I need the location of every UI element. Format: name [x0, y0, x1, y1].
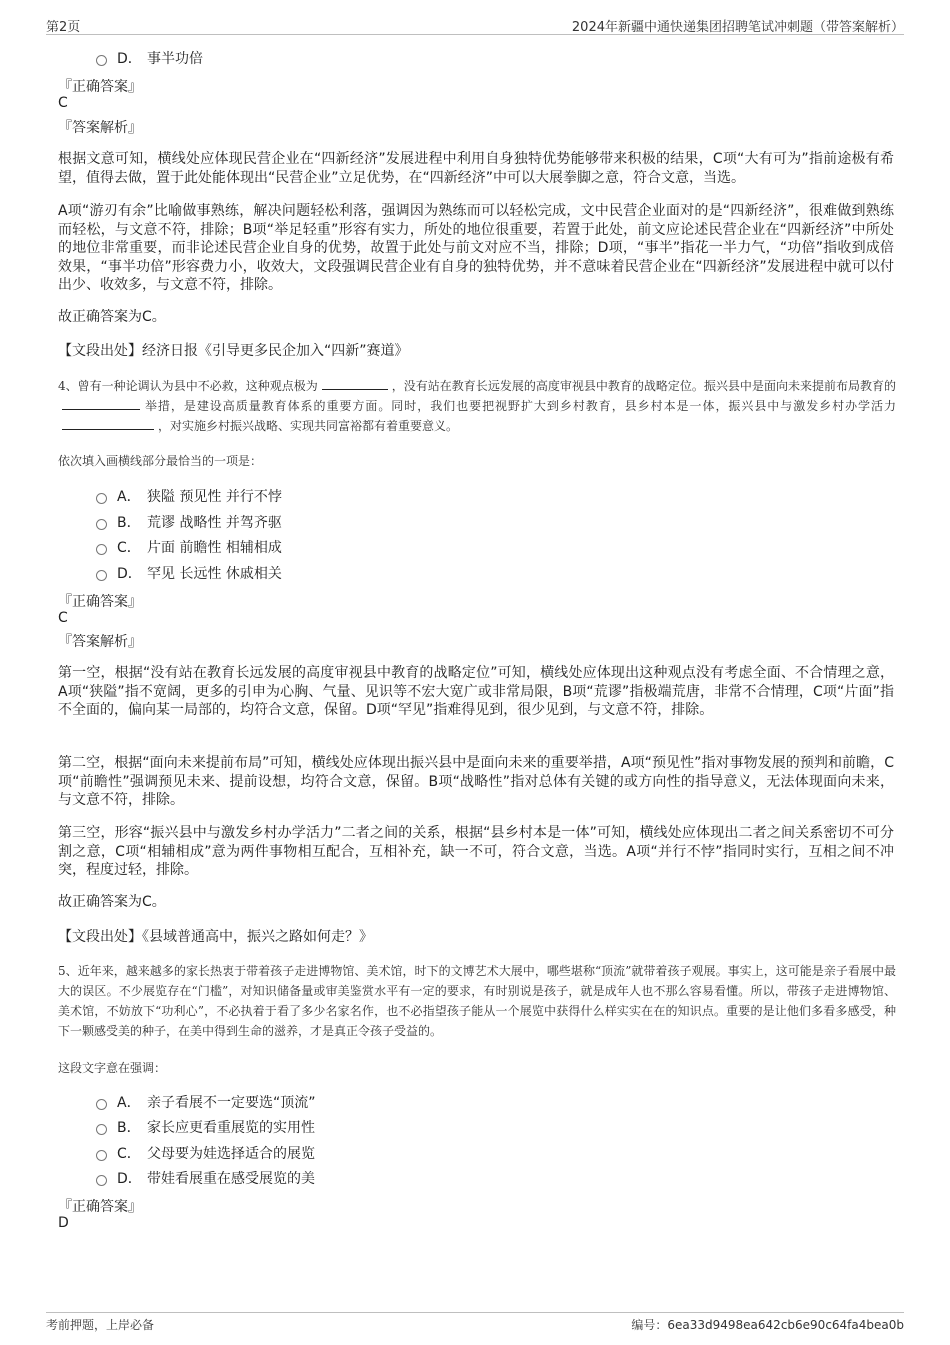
q4-instruction: 依次填入画横线部分最恰当的一项是： — [58, 454, 263, 468]
page-header — [46, 14, 904, 35]
q4-analysis-p1: 第一空，根据“没有站在教育长远发展的高度审视县中教育的战略定位”可知，横线处应体现出这种观点没有考虑全面、不合情理之意，A项“狭隘”指不宽阔，更多的引申为心胸、气量、见识等不宏大宽广或非常局限，B项“荒谬”指极端荒唐，非常不合情理，C项“片面”指不全面的，偏向某一局部的，均符合文意，保留。D项“罕见”指难得见到，很少见到，与文意不符，排除。 — [58, 665, 894, 718]
q4-stem: 4、曾有一种论调认为县中不必救，这种观点极为 ，没有站在教育长远发展的高度审视县中教育的战略定位。振兴县中是面向未来提前布局教育的举措，是建设高质量教育体系的重要方面。同时，我们也要把视野扩大到乡村教育，县乡村本是一体，振兴县中与激发乡村办学活力，对实施乡村振兴战略、实现共同富裕都有着重要意义。 — [58, 379, 896, 433]
blank-2 — [62, 397, 140, 410]
q5-answer: D — [58, 1215, 69, 1231]
q4-conclusion: 故正确答案为C。 — [58, 894, 166, 910]
q4-option-d[interactable]: D． 罕见 长远性 休戚相关 — [96, 563, 282, 583]
q5-option-b[interactable]: B． 家长应更看重展览的实用性 — [96, 1117, 315, 1137]
q3-option-d[interactable]: D． 事半功倍 — [96, 48, 203, 68]
blank-1 — [322, 377, 388, 390]
radio-icon[interactable] — [96, 1150, 107, 1161]
page-number: 第2页 — [46, 20, 81, 35]
radio-icon[interactable] — [96, 570, 107, 581]
q3-source: 【文段出处】经济日报《引导更多民企加入“四新”赛道》 — [58, 343, 409, 359]
q5-stem: 5、近年来，越来越多的家长热衷于带着孩子走进博物馆、美术馆，时下的文博艺术大展中，哪些堪称“顶流”就带着孩子观展。事实上，这可能是亲子看展中最大的误区。不少展览存在“门槛”，对知识储备量或审美鉴赏水平有一定的要求，有时别说是孩子，就是成年人也不那么容易看懂。所以，带孩子走进博物馆、美术馆，不妨放下“功利心”，不必执着于看了多少名家名作，也不必指望孩子能从一个展览中获得什么样实实在在的知识点。重要的是让他们多看多感受，种下一颗感受美的种子，在美中得到生命的滋养，才是真正令孩子受益的。 — [58, 964, 896, 1038]
q5-instruction: 这段文字意在强调： — [58, 1061, 167, 1075]
radio-icon[interactable] — [96, 1099, 107, 1110]
q3-conclusion: 故正确答案为C。 — [58, 309, 166, 325]
q3-answer-label: 『正确答案』 — [58, 79, 142, 95]
q4-source: 【文段出处】《县域普通高中，振兴之路如何走？》 — [58, 929, 373, 945]
document-title: 2024年新疆中通快递集团招聘笔试冲刺题（带答案解析） — [571, 20, 904, 35]
radio-icon[interactable] — [96, 544, 107, 555]
q4-answer: C — [58, 610, 68, 626]
radio-icon[interactable] — [96, 519, 107, 530]
q5-option-a[interactable]: A． 亲子看展不一定要选“顶流” — [96, 1092, 316, 1112]
radio-icon[interactable] — [96, 1124, 107, 1135]
q4-analysis-label: 『答案解析』 — [58, 634, 142, 650]
radio-icon[interactable] — [96, 55, 107, 66]
q5-answer-label: 『正确答案』 — [58, 1199, 142, 1215]
q5-option-d[interactable]: D． 带娃看展重在感受展览的美 — [96, 1168, 315, 1188]
q3-analysis-p2: A项“游刃有余”比喻做事熟练，解决问题轻松利落，强调因为熟练而可以轻松完成，文中民营企业面对的是“四新经济”，很难做到熟练而轻松，与文意不符，排除；B项“举足轻重”形容有实力，所处的地位很重要，若置于此处，前文应论述民营企业在“四新经济”中所处的地位非常重要，而非论述民营企业自身的优势，故置于此处与前文对应不当，排除；D项，“事半”指花一半力气，“功倍”指收到成倍效果，“事半功倍”形容费力小，收效大，文段强调民营企业有自身的独特优势，并不意味着民营企业在“四新经济”发展进程中就可以付出少、收效多，与文意不符，排除。 — [58, 203, 894, 293]
q3-analysis-p1: 根据文意可知，横线处应体现民营企业在“四新经济”发展进程中利用自身独特优势能够带来积极的结果，C项“大有可为”指前途极有希望，值得去做，置于此处能体现出“民营企业”立足优势，在“四新经济”中可以大展拳脚之意，符合文意，当选。 — [58, 151, 894, 186]
q5-option-c[interactable]: C． 父母要为娃选择适合的展览 — [96, 1143, 315, 1163]
q4-option-b[interactable]: B． 荒谬 战略性 并驾齐驱 — [96, 512, 282, 532]
page-footer — [46, 1312, 904, 1335]
footer-code: 编号：6ea33d9498ea642cb6e90c64fa4bea0b — [631, 1318, 904, 1332]
footer-slogan: 考前押题，上岸必备 — [46, 1318, 155, 1332]
q3-analysis-label: 『答案解析』 — [58, 120, 142, 136]
q4-option-a[interactable]: A． 狭隘 预见性 并行不悖 — [96, 486, 282, 506]
q4-analysis-p3: 第三空，形容“振兴县中与激发乡村办学活力”二者之间的关系，根据“县乡村本是一体”可知，横线处应体现出二者之间关系密切不可分割之意，C项“相辅相成”意为两件事物相互配合，互相补充，缺一不可，符合文意，当选。A项“并行不悖”指同时实行，互相之间不冲突，程度过轻，排除。 — [58, 825, 894, 878]
q4-answer-label: 『正确答案』 — [58, 594, 142, 610]
q4-analysis-p2: 第二空，根据“面向未来提前布局”可知，横线处应体现出振兴县中是面向未来的重要举措，A项“预见性”指对事物发展的预判和前瞻，C项“前瞻性”强调预见未来、提前设想，均符合文意，保留。B项“战略性”指对总体有关键的或方向性的指导意义，无法体现面向未来，与文意不符，排除。 — [58, 755, 894, 808]
blank-3 — [62, 417, 154, 430]
radio-icon[interactable] — [96, 493, 107, 504]
q4-option-c[interactable]: C． 片面 前瞻性 相辅相成 — [96, 537, 282, 557]
radio-icon[interactable] — [96, 1175, 107, 1186]
q3-answer: C — [58, 95, 68, 111]
